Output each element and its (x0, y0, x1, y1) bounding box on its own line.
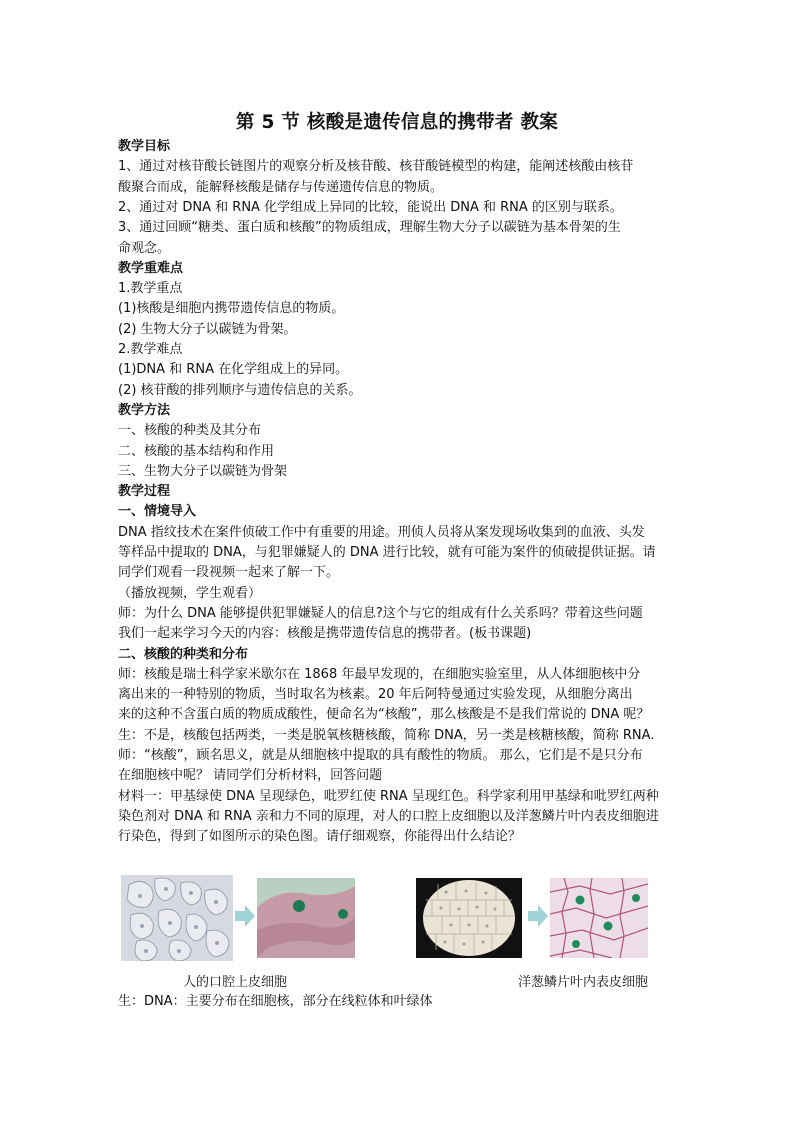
text-line: 材料一：甲基绿使 DNA 呈现绿色，吡罗红使 RNA 呈现红色。科学家利用甲基绿和吡罗红两种 (118, 788, 659, 804)
text-line: 2.教学难点 (118, 342, 183, 357)
text-line: (2) 核苷酸的排列顺序与遗传信息的关系。 (118, 382, 362, 398)
section-heading: 二、核酸的种类和分布 (118, 646, 249, 662)
text-line: 行染色，得到了如图所示的染色图。请仔细观察，你能得出什么结论？ (118, 829, 522, 845)
onion-cells-unstained-image (416, 878, 522, 958)
text-line: 等样品中提取的 DNA，与犯罪嫌疑人的 DNA 进行比较，就有可能为案件的侦破提供证据。请 (118, 545, 656, 560)
text-line: 师：核酸是瑞士科学家米歇尔在 1868 年最早发现的，在细胞实验室里，从人体细胞核中分 (118, 666, 641, 682)
text-line: (1)DNA 和 RNA 在化学组成上的异同。 (118, 362, 349, 378)
section-heading: 教学过程 (118, 484, 171, 500)
cheek-cells-stained-image (257, 878, 355, 958)
text-line: 来的这种不含蛋白质的物质成酸性，便命名为“核酸”，那么核酸是不是我们常说的 DNA 呢？ (118, 707, 650, 723)
text-line: (1)核酸是细胞内携带遗传信息的物质。 (118, 301, 345, 317)
text-line: 酸聚合而成，能解释核酸是储存与传递遗传信息的物质。 (118, 179, 444, 195)
arrow-right-icon (235, 905, 255, 927)
caption-right: 洋葱鳞片叶内表皮细胞 (518, 975, 649, 990)
text-line: 1.教学重点 (118, 281, 183, 297)
last-line: 生：DNA：主要分布在细胞核，部分在线粒体和叶绿体 (118, 994, 433, 1009)
text-line: 在细胞核中呢？ 请同学们分析材料，回答问题 (118, 768, 383, 784)
text-line: 师：为什么 DNA 能够提供犯罪嫌疑人的信息?这个与它的组成有什么关系吗？带着这些问题 (118, 605, 643, 621)
text-line: 染色剂对 DNA 和 RNA 亲和力不同的原理，对人的口腔上皮细胞以及洋葱鳞片叶内表皮细胞进 (118, 808, 659, 824)
text-line: DNA 指纹技术在案件侦破工作中有重要的用途。刑侦人员将从案发现场收集到的血液、头发 (118, 524, 645, 540)
section-heading: 教学目标 (118, 139, 171, 154)
cheek-cells-unstained-image (121, 875, 233, 961)
text-line: (2) 生物大分子以碳链为骨架。 (118, 321, 297, 337)
text-line: 一、核酸的种类及其分布 (118, 423, 262, 439)
text-line: 三、生物大分子以碳链为骨架 (118, 463, 288, 479)
text-line: 离出来的一种特别的物质，当时取名为核素。20 年后阿特曼通过实验发现，从细胞分离出 (118, 687, 633, 703)
text-line: 师：“核酸”，顾名思义，就是从细胞核中提取的具有酸性的物质。 那么，它们是不是只分布 (118, 748, 643, 763)
text-line: 二、核酸的基本结构和作用 (118, 443, 275, 459)
page-title: 第 5 节 核酸是遗传信息的携带者 教案 (235, 112, 559, 133)
caption-left: 人的口腔上皮细胞 (183, 975, 288, 990)
text-line: 2、通过对 DNA 和 RNA 化学组成上异同的比较，能说出 DNA 和 RNA 的区别与联系。 (118, 199, 623, 215)
text-line: （播放视频，学生观看） (118, 585, 262, 601)
text-line: 生：不是，核酸包括两类，一类是脱氧核糖核酸，简称 DNA，另一类是核糖核酸，简称 RNA. (118, 727, 655, 743)
section-heading: 教学重难点 (118, 260, 184, 276)
text-line: 同学们观看一段视频一起来了解一下。 (118, 565, 340, 581)
arrow-right-icon (528, 905, 548, 927)
section-heading: 教学方法 (118, 402, 171, 418)
text-line: 3、通过回顾“糖类、蛋白质和核酸”的物质组成，理解生物大分子以碳链为基本骨架的生 (118, 220, 621, 236)
text-line: 我们一起来学习今天的内容：核酸是携带遗传信息的携带者。(板书课题) (118, 626, 532, 642)
onion-cells-stained-image (550, 878, 648, 958)
text-line: 1、通过对核苷酸长链图片的观察分析及核苷酸、核苷酸链模型的构建，能阐述核酸由核苷 (118, 159, 634, 175)
text-line: 命观念。 (118, 240, 171, 256)
section-heading: 一、情境导入 (118, 504, 197, 520)
